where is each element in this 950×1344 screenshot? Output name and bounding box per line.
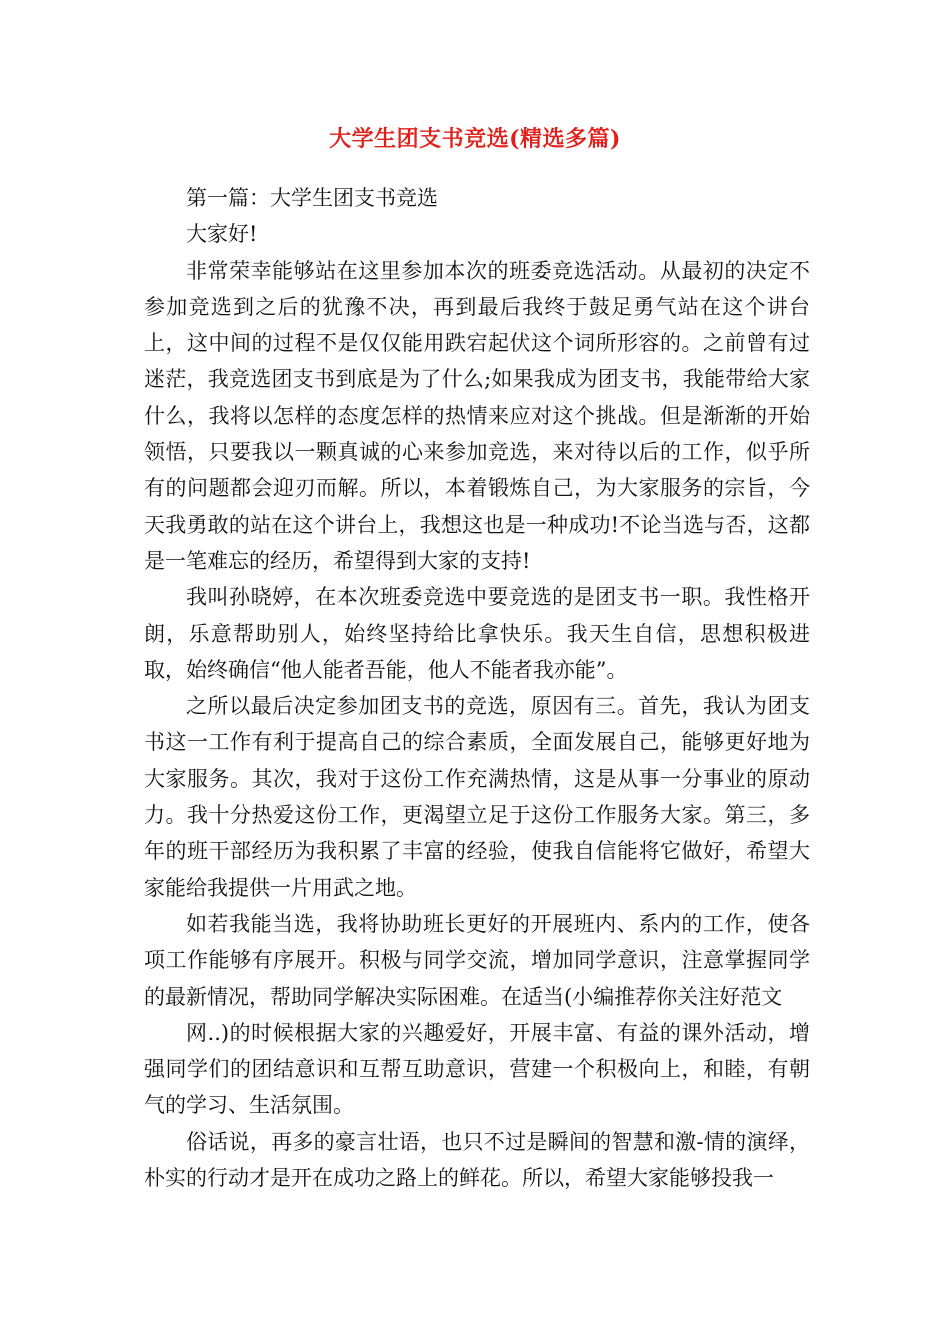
section-heading: 第一篇：大学生团支书竞选 <box>186 186 438 210</box>
body-paragraph: 如若我能当选，我将协助班长更好的开展班内、系内的工作，使各项工作能够有序展开。积极与同学交流，增加同学意识，注意掌握同学的最新情况，帮助同学解决实际困难。在适当(小编推荐你关注好范文 <box>144 911 810 1009</box>
body-paragraph: 俗话说，再多的豪言壮语，也只不过是瞬间的智慧和激-情的演绎，朴实的行动才是开在成功之路上的鲜花。所以，希望大家能够投我一 <box>144 1129 810 1191</box>
body-paragraph: 非常荣幸能够站在这里参加本次的班委竞选活动。从最初的决定不参加竞选到之后的犹豫不决，再到最后我终于鼓足勇气站在这个讲台上，这中间的过程不是仅仅能用跌宕起伏这个词所形容的。之前曾有过迷茫，我竞选团支书到底是为了什么;如果我成为团支书，我能带给大家什么，我将以怎样的态度怎样的热情来应对这个挑战。但是渐渐的开始领悟，只要我以一颗真诚的心来参加竞选，来对待以后的工作，似乎所有的问题都会迎刃而解。所以，本着锻炼自己，为大家服务的宗旨，今天我勇敢的站在这个讲台上，我想这也是一种成功!不论当选与否，这都是一笔难忘的经历，希望得到大家的支持! <box>144 258 810 573</box>
document-body <box>144 180 810 1196</box>
body-paragraph: 我叫孙晓婷，在本次班委竞选中要竞选的是团支书一职。我性格开朗，乐意帮助别人，始终坚持给比拿快乐。我天生自信，思想积极进取，始终确信“他人能者吾能，他人不能者我亦能”。 <box>144 585 810 682</box>
body-paragraph: 网..)的时候根据大家的兴趣爱好，开展丰富、有益的课外活动，增强同学们的团结意识和互帮互助意识，营建一个积极向上，和睦，有朝气的学习、生活氛围。 <box>144 1020 810 1118</box>
document-title: 大学生团支书竞选(精选多篇) <box>329 126 621 152</box>
body-paragraph: 之所以最后决定参加团支书的竞选，原因有三。首先，我认为团支书这一工作有利于提高自己的综合素质，全面发展自己，能够更好地为大家服务。其次，我对于这份工作充满热情，这是从事一分事业的原动力。我十分热爱这份工作，更渴望立足于这份工作服务大家。第三，多年的班干部经历为我积累了丰富的经验，使我自信能将它做好，希望大家能给我提供一片用武之地。 <box>144 694 810 900</box>
greeting-paragraph: 大家好! <box>186 222 258 247</box>
